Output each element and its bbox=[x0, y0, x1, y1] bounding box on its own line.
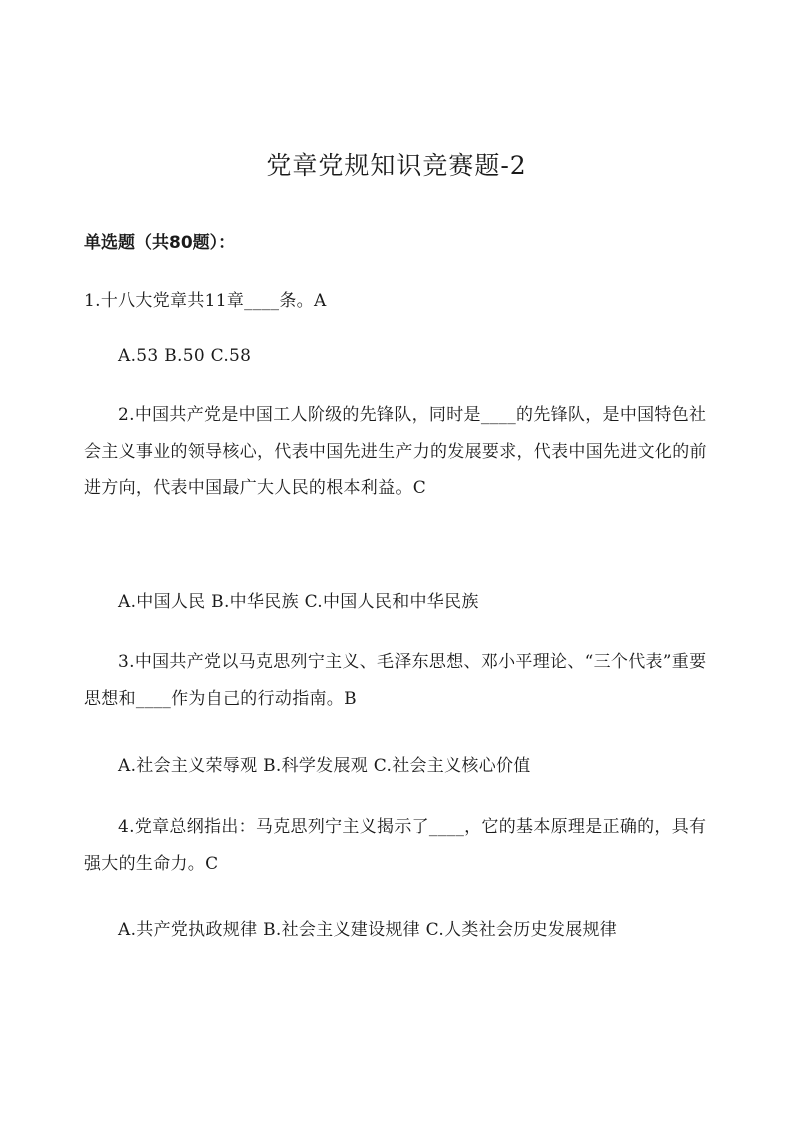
question-4-text: 4.党章总纲指出：马克思列宁主义揭示了____，它的基本原理是正确的，具有强大的生命力。C bbox=[84, 817, 707, 874]
section-heading: 单选题（共80题）： bbox=[84, 233, 236, 253]
question-2-options: A.中国人民 B.中华民族 C.中国人民和中华民族 bbox=[118, 592, 479, 612]
question-1-text: 1.十八大党章共11章____条。A bbox=[84, 291, 327, 311]
question-1-options: A.53 B.50 C.58 bbox=[118, 346, 252, 366]
question-2-text: 2.中国共产党是中国工人阶级的先锋队，同时是____的先锋队，是中国特色社会主义事业的领导核心，代表中国先进生产力的发展要求，代表中国先进文化的前进方向，代表中国最广大人民的根本利益。C bbox=[84, 405, 707, 498]
question-4-options: A.共产党执政规律 B.社会主义建设规律 C.人类社会历史发展规律 bbox=[118, 920, 618, 940]
question-3-text: 3.中国共产党以马克思列宁主义、毛泽东思想、邓小平理论、“三个代表”重要思想和____作为自己的行动指南。B bbox=[84, 652, 707, 709]
question-3-options: A.社会主义荣辱观 B.科学发展观 C.社会主义核心价值 bbox=[118, 756, 531, 776]
document-title: 党章党规知识竞赛题-2 bbox=[266, 151, 527, 180]
